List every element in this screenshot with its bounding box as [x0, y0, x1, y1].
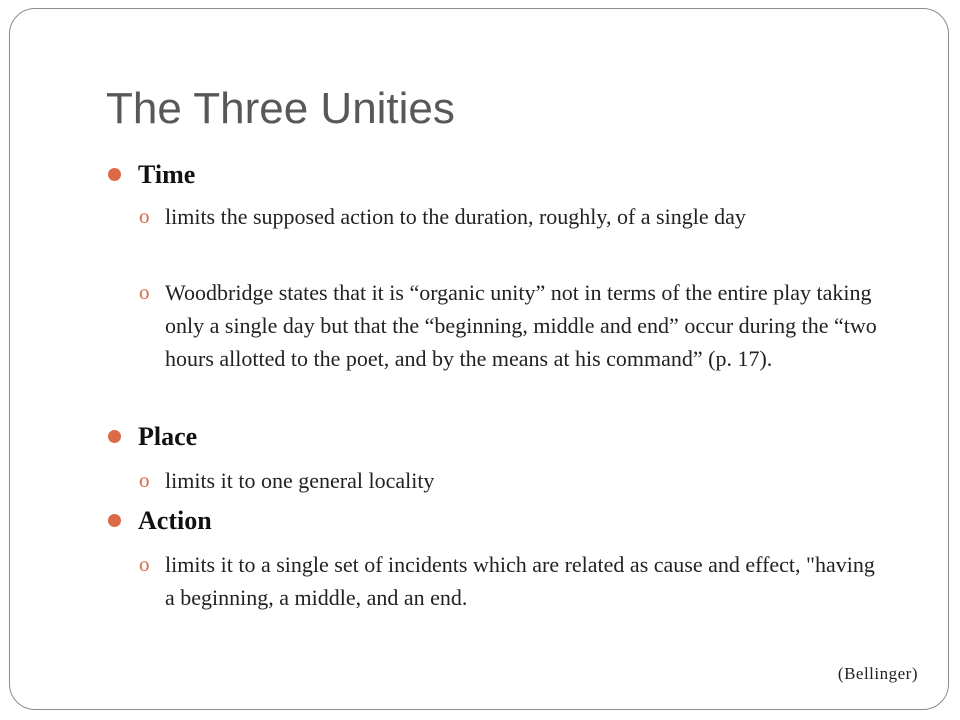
section-heading-action: Action — [138, 506, 212, 535]
sub-bullet-marker: o — [139, 468, 150, 492]
slide-title: The Three Unities — [106, 84, 455, 133]
list-item: limits the supposed action to the duration, roughly, of a single day — [165, 204, 746, 229]
list-item: Woodbridge states that it is “organic unity” not in terms of the entire play taking only a single day but that the “beginning, middle and end” occur during the “two hours allotted to the poet, and by the means at his command” (p. 17). — [165, 280, 877, 371]
section-bullet — [108, 430, 121, 443]
sub-bullet-marker: o — [139, 280, 150, 304]
list-item: limits it to a single set of incidents which are related as cause and effect, "having a beginning, a middle, and an end. — [165, 552, 875, 610]
list-item: limits it to one general locality — [165, 468, 435, 493]
citation: (Bellinger) — [837, 664, 918, 683]
section-bullet — [108, 168, 121, 181]
section-heading-time: Time — [138, 160, 196, 189]
section-heading-place: Place — [138, 422, 198, 451]
sub-bullet-marker: o — [139, 552, 150, 576]
section-bullet — [108, 514, 121, 527]
sub-bullet-marker: o — [139, 204, 150, 228]
